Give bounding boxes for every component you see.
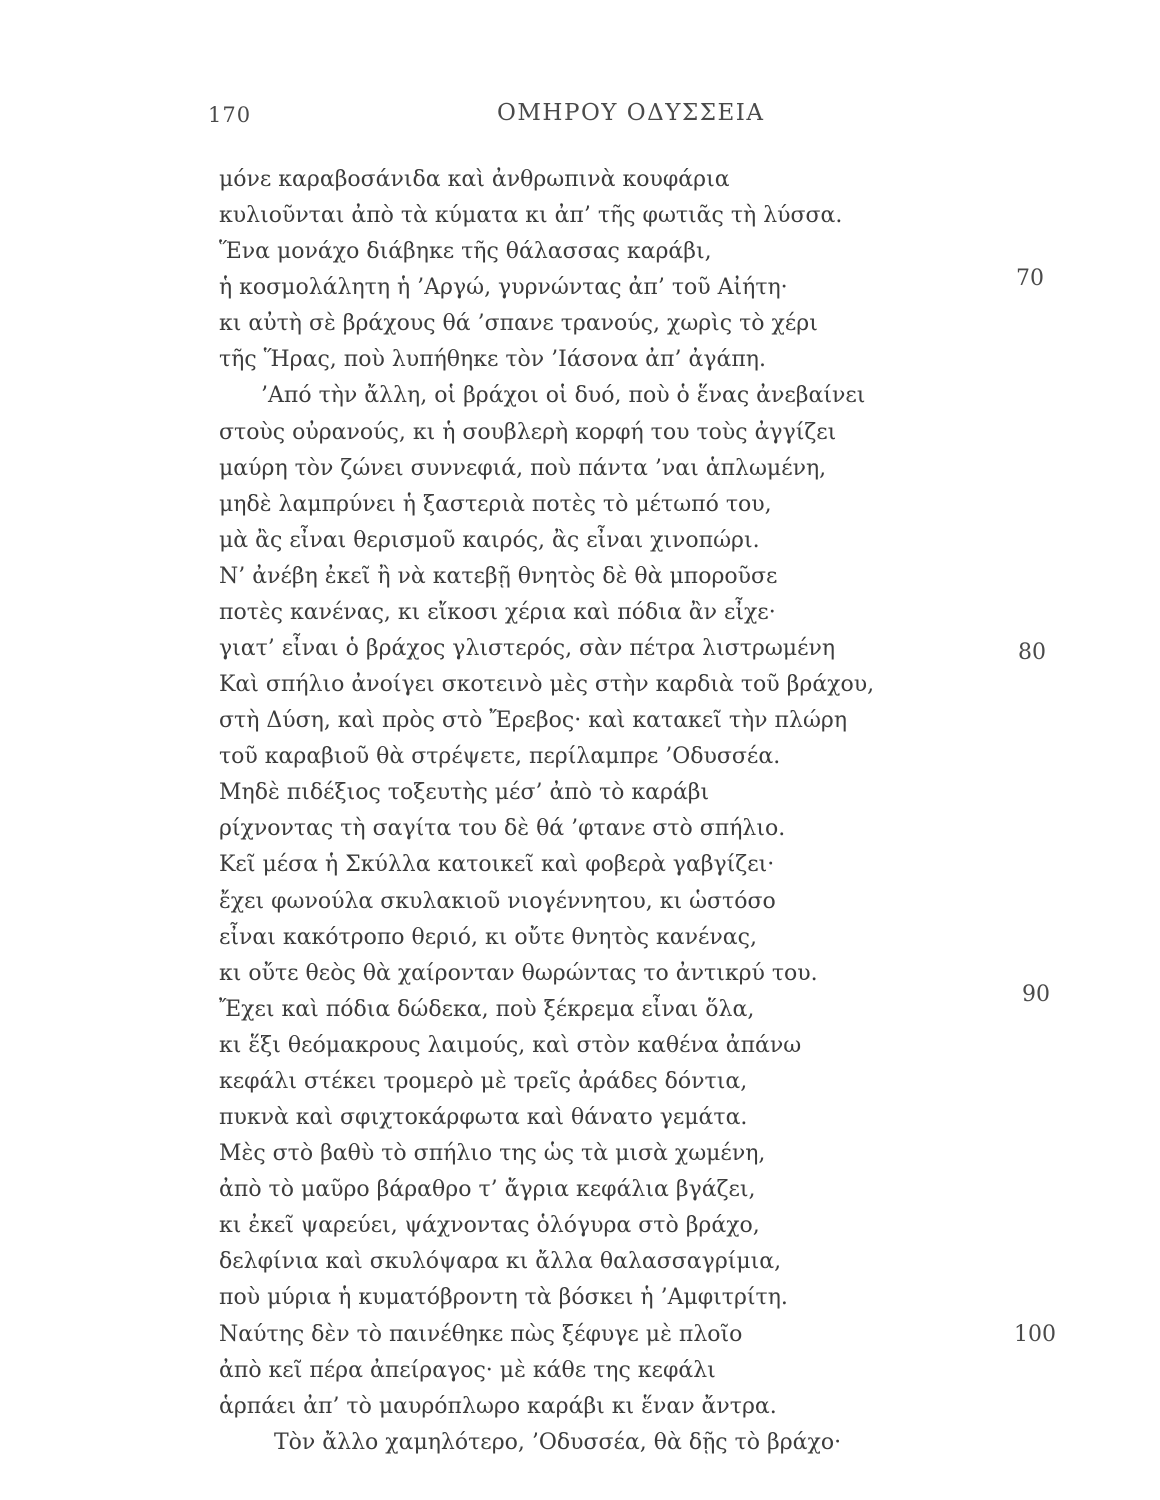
verse-line: πυκνὰ καὶ σφιχτοκάρφωτα καὶ θάνατο γεμάτα. (219, 1105, 748, 1131)
verse-line: Ν’ ἀνέβη ἐκεῖ ἢ νὰ κατεβῇ θνητὸς δὲ θὰ μποροῦσε (219, 563, 778, 589)
verse-line: μὰ ἂς εἶναι θερισμοῦ καιρός, ἂς εἶναι χινοπώρι. (219, 527, 760, 553)
verse-line: κι οὔτε θεὸς θὰ χαίρονταν θωρώντας το ἀντικρύ του. (219, 960, 818, 986)
verse-list (219, 162, 919, 1461)
verse-line: Κεῖ μέσα ἡ Σκύλλα κατοικεῖ καὶ φοβερὰ γαβγίζει· (219, 852, 775, 878)
verse-line: μόνε καραβοσάνιδα καὶ ἀνθρωπινὰ κουφάρια (219, 167, 730, 192)
verse-line: στοὺς οὐρανούς, κι ἡ σουβλερὴ κορφή του τοὺς ἀγγίζει (219, 419, 837, 445)
verse-line: ἀπὸ τὸ μαῦρο βάραθρο τ’ ἄγρια κεφάλια βγάζει, (219, 1177, 756, 1203)
verse-line: Μηδὲ πιδέξιος τοξευτὴς μέσ’ ἀπὸ τὸ καράβι (219, 780, 710, 806)
line-number: 100 (1014, 1322, 1056, 1347)
verse-line: Τὸν ἄλλο χαμηλότερο, ’Οδυσσέα, θὰ δῇς τὸ βράχο· (274, 1429, 842, 1455)
page-number: 170 (208, 103, 252, 127)
line-number: 80 (1018, 640, 1046, 665)
line-number: 90 (1022, 982, 1050, 1007)
verse-line: Ἕνα μονάχο διάβηκε τῆς θάλασσας καράβι, (219, 239, 712, 265)
verse-line: τῆς Ἥρας, ποὺ λυπήθηκε τὸν ’Ιάσονα ἀπ’ ἀγάπη. (219, 347, 766, 373)
verse-line: κεφάλι στέκει τρομερὸ μὲ τρεῖς ἀράδες δόντια, (219, 1068, 748, 1094)
verse-line: κι αὐτὴ σὲ βράχους θά ’σπανε τρανούς, χωρὶς τὸ χέρι (219, 311, 818, 337)
line-number: 70 (1016, 266, 1044, 291)
verse-line: ἀπὸ κεῖ πέρα ἀπείραγος· μὲ κάθε της κεφάλι (219, 1357, 716, 1383)
verse-line: εἶναι κακότροπο θεριό, κι οὔτε θνητὸς κανένας, (219, 924, 757, 950)
verse-line: στὴ Δύση, καὶ πρὸς στὸ Ἔρεβος· καὶ κατακεῖ τὴν πλώρη (219, 708, 847, 734)
verse-line: ἁρπάει ἀπ’ τὸ μαυρόπλωρο καράβι κι ἕναν ἄντρα. (219, 1393, 777, 1419)
verse-line: ποὺ μύρια ἡ κυματόβροντη τὰ βόσκει ἡ ’Αμφιτρίτη. (219, 1285, 788, 1311)
verse-line: κυλιοῦνται ἀπὸ τὰ κύματα κι ἀπ’ τῆς φωτιᾶς τὴ λύσσα. (219, 203, 843, 229)
verse-line: ποτὲς κανένας, κι εἴκοσι χέρια καὶ πόδια ἂν εἶχε· (219, 599, 776, 625)
verse-line: κι ἕξι θεόμακρους λαιμούς, καὶ στὸν καθένα ἀπάνω (219, 1032, 802, 1058)
verse-line: Μὲς στὸ βαθὺ τὸ σπήλιο της ὡς τὰ μισὰ χωμένη, (219, 1141, 766, 1167)
verse-line: ρίχνοντας τὴ σαγίτα του δὲ θά ’φτανε στὸ σπήλιο. (219, 816, 786, 842)
verse-line: Καὶ σπήλιο ἀνοίγει σκοτεινὸ μὲς στὴν καρδιὰ τοῦ βράχου, (219, 672, 875, 698)
verse-line: τοῦ καραβιοῦ θὰ στρέψετε, περίλαμπρε ’Οδυσσέα. (219, 744, 781, 770)
verse-line: ἔχει φωνούλα σκυλακιοῦ νιογέννητου, κι ὡστόσο (219, 888, 776, 914)
verse-line: ἡ κοσμολάλητη ἡ ’Αργώ, γυρνώντας ἀπ’ τοῦ Αἰήτη· (219, 275, 788, 301)
verse-line: ’Από τὴν ἄλλη, οἱ βράχοι οἱ δυό, ποὺ ὁ ἕνας ἀνεβαίνει (261, 383, 866, 409)
verse-line: δελφίνια καὶ σκυλόψαρα κι ἄλλα θαλασσαγρίμια, (219, 1249, 782, 1275)
verse-line: Ναύτης δὲν τὸ παινέθηκε πὼς ξέφυγε μὲ πλοῖο (219, 1321, 743, 1347)
verse-line: γιατ’ εἶναι ὁ βράχος γλιστερός, σὰν πέτρα λιστρωμένη (219, 636, 836, 662)
running-title: ΟΜΗΡΟΥ ΟΔΥΣΣΕΙΑ (497, 100, 765, 126)
verse-line: μαύρη τὸν ζώνει συννεφιά, ποὺ πάντα ’ναι ἁπλωμένη, (219, 455, 827, 481)
verse-line: μηδὲ λαμπρύνει ἡ ξαστεριὰ ποτὲς τὸ μέτωπό του, (219, 491, 772, 517)
verse-line: κι ἐκεῖ ψαρεύει, ψάχνοντας ὁλόγυρα στὸ βράχο, (219, 1213, 760, 1239)
verse-line: Ἔχει καὶ πόδια δώδεκα, ποὺ ξέκρεμα εἶναι ὅλα, (219, 996, 755, 1022)
